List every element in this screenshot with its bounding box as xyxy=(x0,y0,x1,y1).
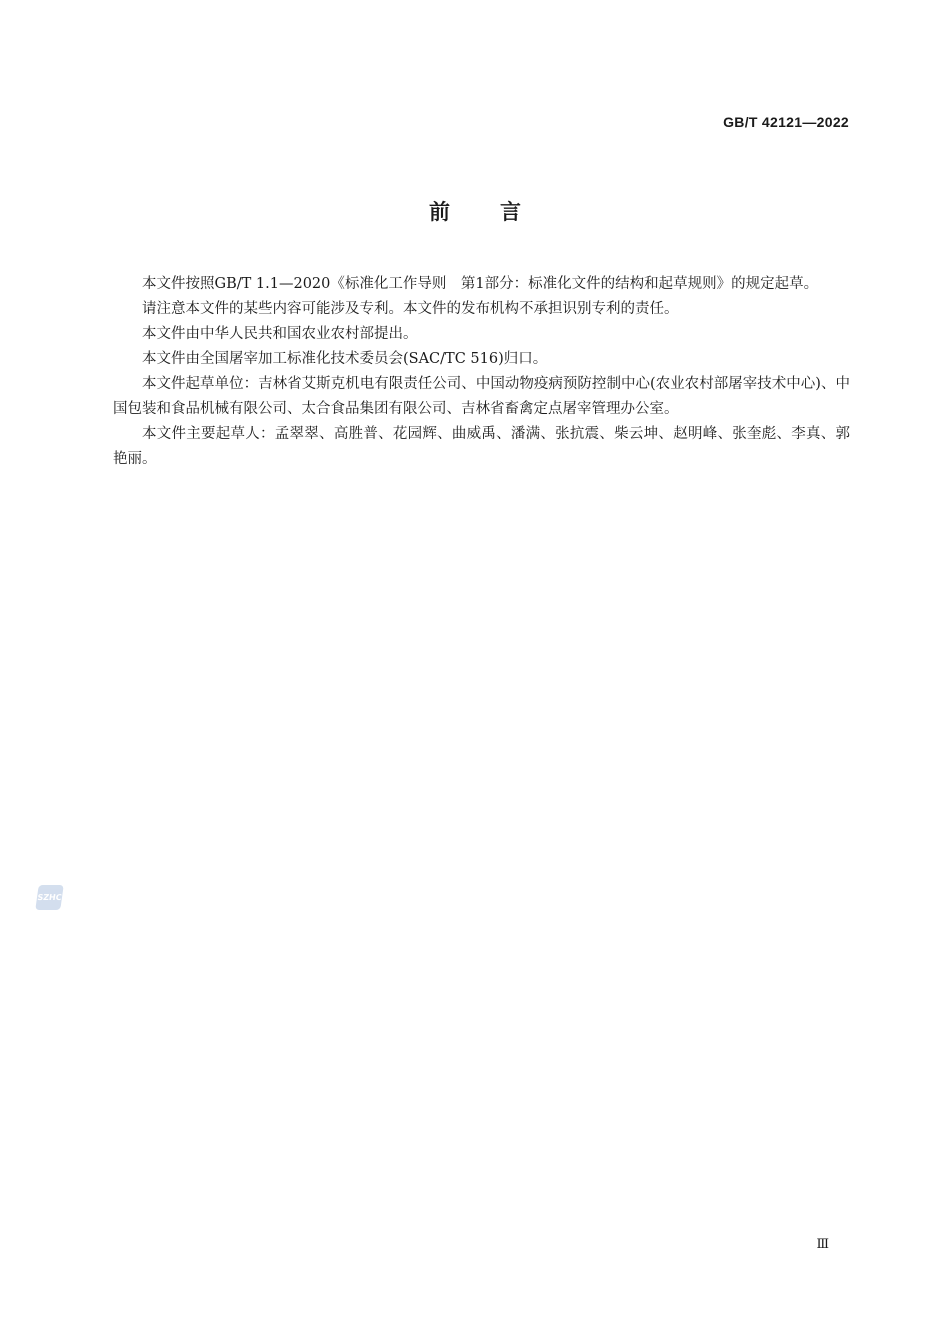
standard-code: GB/T 42121—2022 xyxy=(723,114,849,130)
paragraph-patent-notice: 请注意本文件的某些内容可能涉及专利。本文件的发布机构不承担识别专利的责任。 xyxy=(142,301,679,317)
page-number: Ⅲ xyxy=(816,1237,829,1252)
watermark-logo: SZHC xyxy=(35,885,64,910)
page-title: 前言 xyxy=(429,200,571,224)
paragraph-drafters: 本文件主要起草人：孟翠翠、高胜普、花园辉、曲威禹、潘满、张抗震、柴云坤、赵明峰、张奎彪、李真、郭艳丽。 xyxy=(113,426,850,467)
paragraph-proposer: 本文件由中华人民共和国农业农村部提出。 xyxy=(142,326,418,342)
document-body xyxy=(113,272,850,472)
paragraph-committee: 本文件由全国屠宰加工标准化技术委员会(SAC/TC 516)归口。 xyxy=(142,351,548,367)
paragraph-drafting-rules: 本文件按照GB/T 1.1—2020《标准化工作导则 第1部分：标准化文件的结构和起草规则》的规定起草。 xyxy=(142,276,819,292)
paragraph-drafting-units: 本文件起草单位：吉林省艾斯克机电有限责任公司、中国动物疫病预防控制中心(农业农村部屠宰技术中心)、中国包装和食品机械有限公司、太合食品集团有限公司、吉林省畜禽定点屠宰管理办公室。 xyxy=(113,376,850,417)
